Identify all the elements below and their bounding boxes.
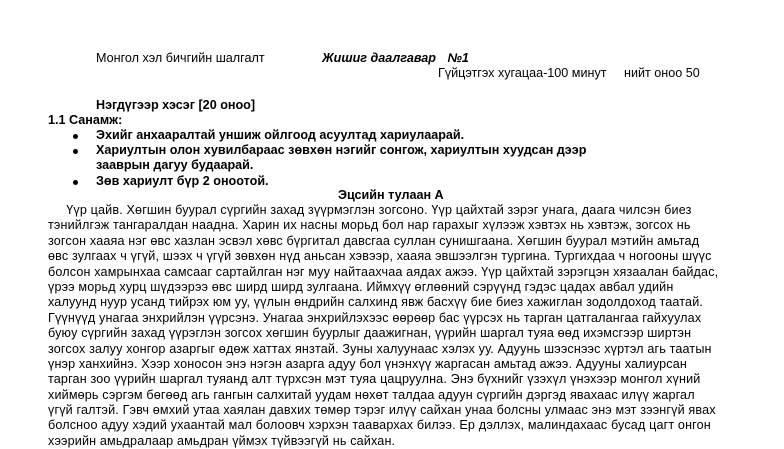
text-line: тарган зоо үүрийн шаргал туяанд алт түрхсэн мэт туяа цацруулна. Энэ бүхнийг үзэхүл үнэхээр монгол хүний xyxy=(48,372,701,387)
text-line: болсон хамрынхаа самсааг сартайлган нэг муу найтаахчаа аядах ажээ. Үүр цайхтай зэрэгцэн хязаалан байдас, xyxy=(48,264,719,279)
variant-title-label: Жишиг даалгавар xyxy=(322,51,436,65)
part-title: Нэгдүгээр хэсэг [20 оноо] xyxy=(96,98,256,112)
text-line: хиймөрь сэргэм бөгөөд агь гангын салхитай уудам нөхөт талдаа адуун сүргийн дэргэд явахаас илүү жаргал xyxy=(48,387,695,402)
text-title: Эцсийн тулаан А xyxy=(338,188,444,202)
text-line: хээрийн амьдралаар амьдран үймэх түйвээгүй нь сайхан. xyxy=(48,433,396,448)
variant-number: №1 xyxy=(447,51,469,65)
text-line: Үүр цайв. Хөгшин буурал сүргийн захад зүүрмэглэн зогсоно. Үүр цайхтай зэрэг унага, даага чилсэн биез xyxy=(48,203,692,217)
duration-and-score: Гүйцэтгэх хугацаа-100 минут нийт оноо 50 xyxy=(438,66,700,80)
instruction-1: Эхийг анхааралтай уншиж ойлгоод асуултад хариулаарай. xyxy=(96,128,465,142)
bullet-icon xyxy=(73,134,78,139)
text-line: халуунд нуур усанд тийрэх юм уу, үүлын өндрийн салхинд явж басхүү бие биез хажиглан зодолдоход таатай. xyxy=(48,295,704,310)
instruction-2-continuation: зааврын дагуу будаарай. xyxy=(96,158,254,172)
reading-text xyxy=(48,203,768,449)
text-line: үрээ морьд хурц шүдээрээ өвс ширд ширд зулгаана. Иймхүү өглөөний сэрүүнд гэдэс цадах авбал удийн xyxy=(48,279,674,294)
variant-title xyxy=(322,51,469,65)
instruction-3: Зөв хариулт бүр 2 оноотой. xyxy=(96,174,269,188)
text-line: үгүй галтэй. Гэвч өмхий утаа хаялан давхих төмөр тэрэг илүү сайхан унаа болсны улмаас энэ мэт зээнгүй явах xyxy=(48,403,716,418)
text-line: үнэр ханхийнэ. Хээр хоносон энэ нэгэн азарга адуу бол үнэнхүү жаргасан амьтад ажээ. Адууны халиурсан xyxy=(48,356,687,371)
instruction-2: Хариултын олон хувилбараас зөвхөн нэгийг сонгож, хариултын хуудсан дээр xyxy=(96,143,587,157)
bullet-icon xyxy=(73,180,78,185)
note-heading: 1.1 Санамж: xyxy=(48,113,123,127)
text-line: буюу сүргийн захад үүрэглэн зогсох хөгшин буурлыг даажигнан, үүрийн шаргал туяа өөд ихэмсгээр ширтэн xyxy=(48,326,692,341)
text-line: тэнийлгэж тангаралдан наадна. Харин их насны морьд бол нар гарахыг хүлээж хэвтэх нь хэвтэж, зогсох нь xyxy=(48,218,691,233)
text-line: зогсон хааяа нэг өвс хазлан эсвэл хөвс бүргитал давсгаа суллан сунишгаана. Хөгшин буурал мэтийн амьтад xyxy=(48,233,700,248)
text-line: Гүүнүүд унагаа энхрийлэн үүрсэнэ. Унагаа энхрийлэхээс өөрөөр бас үүрсэх нь тарган цатгалангаа гайхуулах xyxy=(48,310,702,325)
text-line: болсноо адуу хэдий ухаантай мал болоовч хэрхэн таавархах билээ. Ер дэллэх, малиндахаас бусад цагт онгон xyxy=(48,418,711,433)
text-line: өвс зулгаах ч үгүй, шээх ч үгүй зөвхөн нүд аньсан хэвээр, хааяа эвшээлгэн тургина. Тургихдаа ч ногооны шүүс xyxy=(48,249,712,264)
bullet-icon xyxy=(73,149,78,154)
exam-title: Монгол хэл бичгийн шалгалт xyxy=(96,51,265,65)
text-line: зогсох залуу хонгор азаргыг өдөж хаттах янзтай. Зуны халуунаас хэлэх уу. Адуунь шээснээс хүртэл агь таатын xyxy=(48,341,712,356)
